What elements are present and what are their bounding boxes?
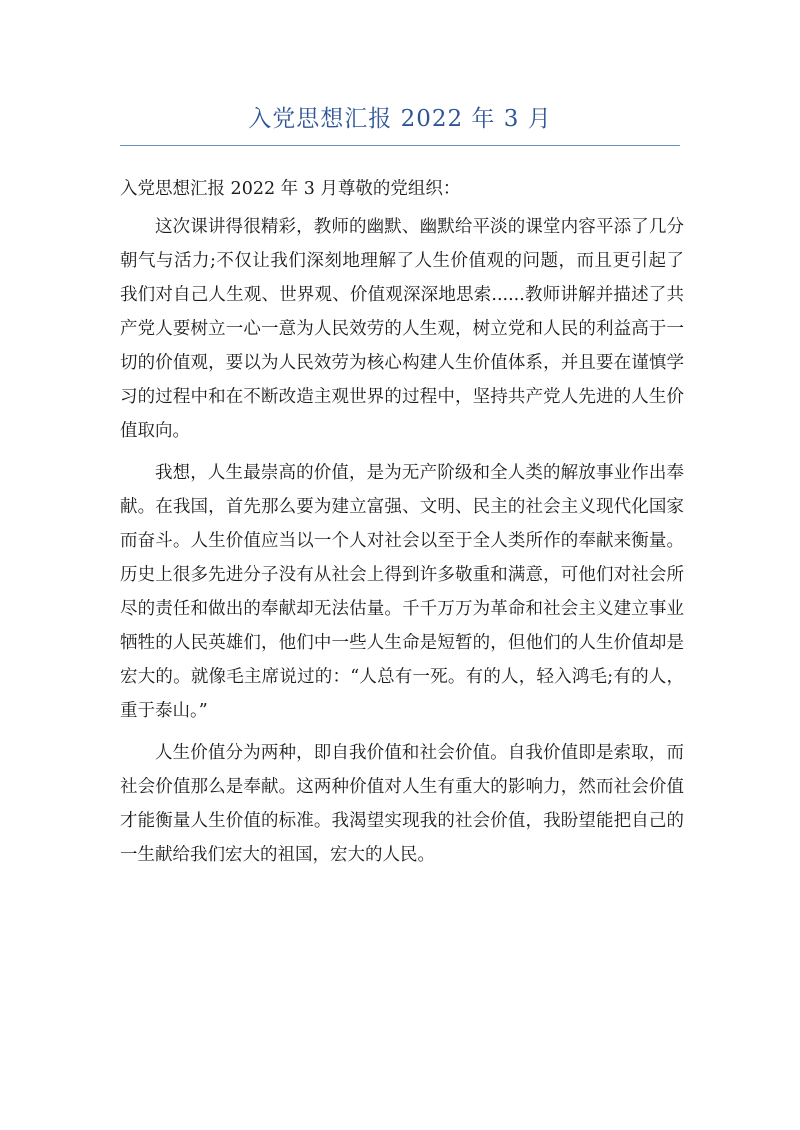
page-title: 入党思想汇报 2022 年 3 月: [248, 106, 552, 132]
paragraph-3: 人生价值分为两种，即自我价值和社会价值。自我价值即是索取，而社会价值那么是奉献。这两种价值对人生有重大的影响力，然而社会价值才能衡量人生价值的标准。我渴望实现我的社会价值，我盼望能把自己的一生献给我们宏大的祖国，宏大的人民。: [120, 743, 684, 865]
title-divider: [120, 145, 680, 146]
paragraph-2: 我想，人生最崇高的价值，是为无产阶级和全人类的解放事业作出奉献。在我国，首先那么要为建立富强、文明、民主的社会主义现代化国家而奋斗。人生价值应当以一个人对社会以至于全人类所作的奉献来衡量。历史上很多先进分子没有从社会上得到许多敬重和满意，可他们对社会所尽的责任和做出的奉献却无法估量。千千万万为革命和社会主义建立事业牺牲的人民英雄们，他们中一些人生命是短暂的，但他们的人生价值却是宏大的。就像毛主席说过的：“人总有一死。有的人，轻入鸿毛;有的人，重于泰山。”: [120, 463, 684, 721]
document-body: [120, 172, 684, 880]
greeting-line: 入党思想汇报 2022 年 3 月尊敬的党组织：: [120, 179, 461, 199]
paragraph-1: 这次课讲得很精彩，教师的幽默、幽默给平淡的课堂内容平添了几分朝气与活力;不仅让我们深刻地理解了人生价值观的问题，而且更引起了我们对自己人生观、世界观、价值观深深地思索......教师讲解并描述了共产党人要树立一心一意为人民效劳的人生观，树立党和人民的利益高于一切的价值观，要以为人民效劳为核心构建人生价值体系，并且要在谨慎学习的过程中和在不断改造主观世界的过程中，坚持共产党人先进的人生价值取向。: [120, 217, 684, 441]
